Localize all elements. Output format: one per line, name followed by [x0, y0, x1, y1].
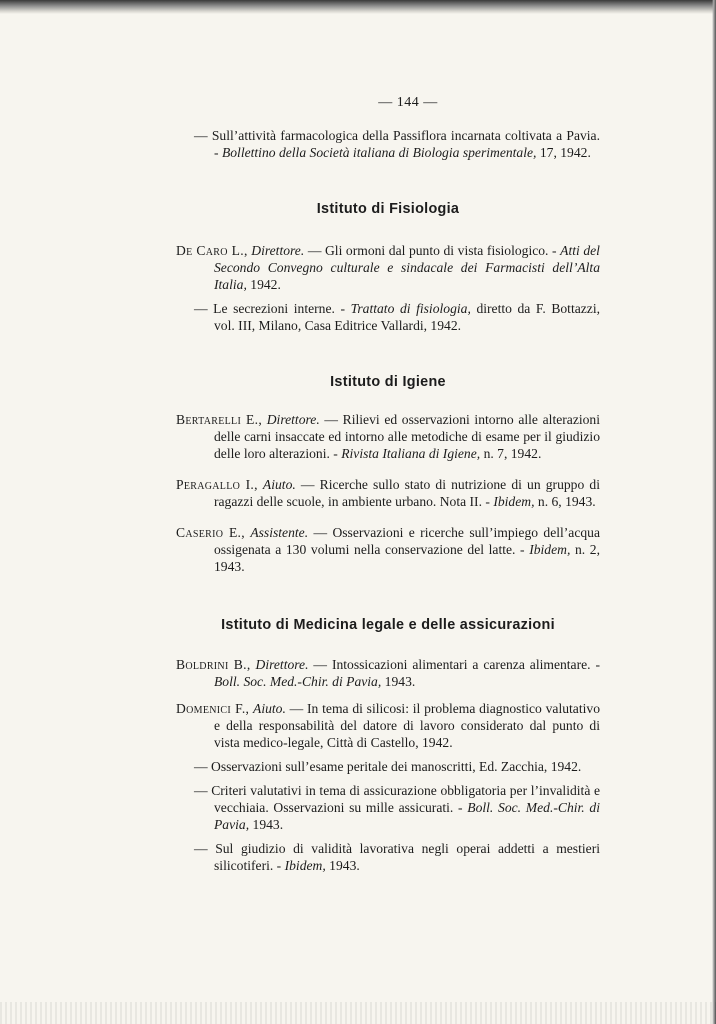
section-title: Istituto di Medicina legale e delle assicurazioni: [221, 617, 555, 633]
scan-edge-top: [0, 0, 716, 14]
entry-dash: —: [194, 128, 208, 143]
entry-author: De Caro L.,: [176, 243, 248, 258]
entry-author: Boldrini B.,: [176, 657, 251, 672]
entry-publication: Boll. Soc. Med.-Chir. di Pavia,: [214, 674, 382, 689]
bibliography-entry: [176, 656, 600, 690]
entry-text: Osservazioni e ricerche sull’impiego dell’acqua ossigenata a 130 volumi nella conservazione del latte. -: [214, 525, 601, 557]
bibliography-entry: [176, 758, 600, 775]
section-title: Istituto di Igiene: [330, 374, 446, 390]
entry-text: In tema di silicosi: il problema diagnostico valutativo e della responsabilità del datore di lavoro considerato dal punto di vista medico-legale, Città di Castello, 1942.: [214, 701, 600, 750]
entry-text: Criteri valutativi in tema di assicurazione obbligatoria per l’invalidità e vecchiaia. Osservazioni su mille assicurati. -: [211, 783, 600, 815]
entry-separator: —: [289, 701, 304, 716]
bibliography-entry: [176, 242, 600, 293]
entry-publication: Ibidem,: [493, 494, 535, 509]
bibliography-entry: [176, 840, 600, 874]
entry-publication: Trattato di fisiologia,: [350, 301, 471, 316]
entry-tail: 1943.: [384, 674, 416, 689]
entry-tail: n. 6, 1943.: [537, 494, 596, 509]
entry-author: Caserio E.,: [176, 525, 245, 540]
entry-separator: —: [313, 657, 328, 672]
entry-tail: diretto da F. Bottazzi, vol. III, Milano, Casa Editrice Vallardi, 1942.: [214, 301, 601, 333]
entry-role: Aiuto.: [253, 701, 286, 716]
entry-tail: 17, 1942.: [539, 145, 591, 160]
entry-author: Domenici F.,: [176, 701, 250, 716]
bibliography-entry: [176, 700, 600, 751]
entry-separator: —: [313, 525, 328, 540]
entry-text: Sul giudizio di validità lavorativa negli operai addetti a mestieri silicotiferi. -: [214, 841, 600, 873]
entry-role: Direttore.: [255, 657, 309, 672]
entry-role: Assistente.: [250, 525, 309, 540]
document-page: [176, 94, 600, 881]
entry-dash: —: [194, 783, 208, 798]
entry-publication: Ibidem,: [529, 542, 571, 557]
entry-publication: Boll. Soc. Med.-Chir. di Pavia,: [214, 800, 600, 832]
bibliography-entry: [176, 782, 600, 833]
entry-tail: 1943.: [252, 817, 284, 832]
entry-dash: —: [194, 759, 208, 774]
entry-text: Sull’attività farmacologica della Passiflora incarnata coltivata a Pavia. -: [211, 128, 600, 160]
bibliography-entry: [176, 411, 600, 462]
entry-role: Aiuto.: [262, 477, 296, 492]
entry-author: Bertarelli E.,: [176, 412, 263, 427]
entry-role: Direttore.: [251, 243, 305, 258]
entry-publication: Rivista Italiana di Igiene,: [341, 446, 481, 461]
entry-publication: Bollettino della Società italiana di Biologia sperimentale,: [221, 145, 537, 160]
entry-text: Intossicazioni alimentari a carenza alimentare. -: [331, 657, 600, 672]
bibliography-entry: [176, 300, 600, 334]
entry-text: Ricerche sullo stato di nutrizione di un gruppo di ragazzi delle scuole, in ambiente urbano. Nota II. -: [214, 477, 600, 509]
scan-edge-bottom: [0, 1002, 716, 1024]
entry-tail: 1942.: [250, 277, 281, 292]
bibliography-entry: [176, 476, 600, 510]
entry-tail: n. 7, 1942.: [483, 446, 542, 461]
entry-separator: —: [307, 243, 322, 258]
entry-tail: 1943.: [329, 858, 360, 873]
entry-role: Direttore.: [266, 412, 320, 427]
entry-author: Peragallo I.,: [176, 477, 258, 492]
bibliography-entry: [176, 127, 600, 161]
entry-text: Rilievi ed osservazioni intorno alle alterazioni delle carni insaccate ed intorno alle metodiche di esame per il giudizio delle loro alterazioni. -: [214, 412, 600, 461]
entry-separator: —: [300, 477, 315, 492]
entry-publication: Atti del Secondo Convegno culturale e sindacale dei Farmacisti dell’Alta Italia,: [214, 243, 600, 292]
section-title: Istituto di Fisiologia: [316, 201, 460, 217]
entry-text: Gli ormoni dal punto di vista fisiologico. -: [324, 243, 557, 258]
entry-text: Le secrezioni interne. -: [213, 301, 345, 316]
bibliography-entry: [176, 524, 600, 575]
page-number: — 144 —: [378, 95, 438, 110]
entry-text: Osservazioni sull’esame peritale dei manoscritti, Ed. Zacchia, 1942.: [211, 759, 582, 774]
scan-edge-right: [712, 0, 716, 1024]
entry-dash: —: [194, 301, 208, 316]
entry-publication: Ibidem,: [284, 858, 326, 873]
entry-dash: —: [194, 841, 208, 856]
entry-tail: n. 2, 1943.: [214, 542, 600, 574]
entry-separator: —: [324, 412, 338, 427]
